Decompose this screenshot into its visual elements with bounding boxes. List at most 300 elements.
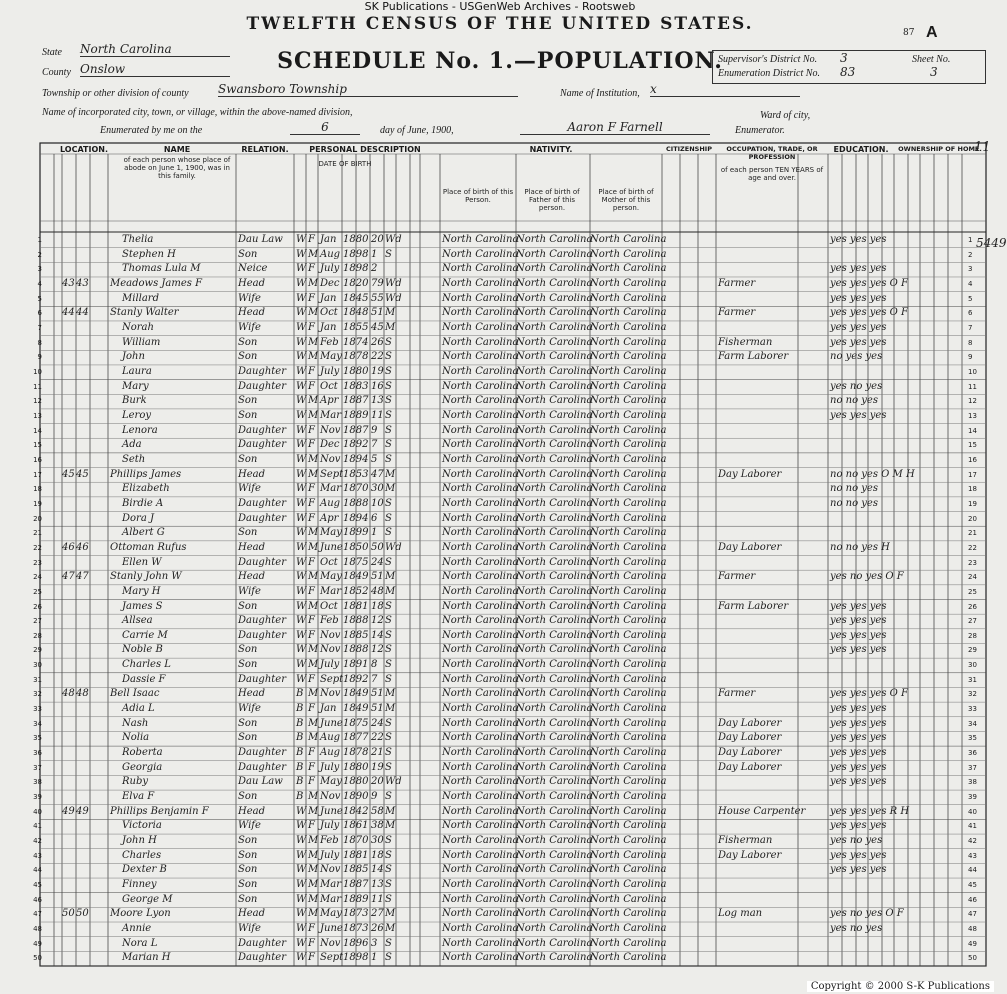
cell-bp: North Carolina (442, 571, 519, 583)
cell-sex: F (308, 321, 315, 333)
table-row (40, 498, 986, 510)
cell-mar: Wd (385, 292, 402, 304)
cell-fam: 47 (76, 571, 89, 583)
cell-mbp: North Carolina (590, 879, 667, 891)
cell-rel: Son (238, 351, 258, 363)
table-row (40, 762, 986, 774)
cell-name: Leroy (122, 409, 152, 421)
cell-mo: Feb (320, 336, 339, 348)
cell-mar: S (385, 556, 392, 568)
cell-age: 8 (371, 659, 378, 671)
cell-mar: Wd (385, 277, 402, 289)
cell-occ: Day Laborer (718, 717, 782, 729)
table-row (40, 791, 986, 803)
cell-sex: F (308, 439, 315, 451)
line-number: 25 (33, 587, 42, 596)
cell-mo: Nov (320, 424, 341, 436)
line-number: 14 (968, 426, 977, 435)
cell-sex: F (308, 820, 315, 832)
cell-dw: 45 (62, 468, 75, 480)
line-number: 3 (968, 265, 973, 274)
cell-mo: Feb (320, 835, 339, 847)
cell-sex: M (308, 351, 319, 363)
cell-age: 2 (371, 263, 378, 275)
line-number: 21 (33, 529, 42, 538)
cell-name: Meadows James F (110, 277, 203, 289)
cell-col: W (296, 307, 307, 319)
cell-name: Thomas Lula M (122, 263, 201, 275)
table-row (40, 908, 986, 920)
cell-rel: Wife (238, 703, 261, 715)
cell-yr: 1849 (343, 703, 369, 715)
cell-fbp: North Carolina (516, 321, 593, 333)
line-number: 2 (968, 250, 973, 259)
cell-bp: North Carolina (442, 307, 519, 319)
cell-occ: Farm Laborer (718, 600, 789, 612)
cell-mo: Aug (320, 248, 341, 260)
table-row (40, 337, 986, 349)
cell-age: 11 (371, 409, 384, 421)
line-number: 20 (968, 514, 977, 523)
cell-bp: North Carolina (442, 263, 519, 275)
cell-rel: Son (238, 527, 258, 539)
cell-mar: S (385, 659, 392, 671)
cell-occ: Farm Laborer (718, 351, 789, 363)
cell-fbp: North Carolina (516, 893, 593, 905)
line-number: 7 (968, 323, 973, 332)
line-number: 29 (33, 646, 42, 655)
line-number: 17 (968, 470, 977, 479)
cell-mar: M (385, 923, 396, 935)
cell-col: W (296, 527, 307, 539)
cell-col: W (296, 395, 307, 407)
cell-yr: 1853 (343, 468, 369, 480)
cell-fbp: North Carolina (516, 835, 593, 847)
line-number: 23 (33, 558, 42, 567)
cell-mo: Mar (320, 893, 341, 905)
cell-name: Charles L (122, 659, 171, 671)
cell-rel: Son (238, 644, 258, 656)
cell-fbp: North Carolina (516, 761, 593, 773)
cell-bp: North Carolina (442, 497, 519, 509)
cell-mar: M (385, 805, 396, 817)
cell-edu: no no yes (830, 395, 878, 407)
line-number: 3 (37, 265, 42, 274)
table-row (40, 952, 986, 964)
cell-rel: Wife (238, 483, 261, 495)
cell-yr: 1891 (343, 659, 369, 671)
cell-sex: F (308, 761, 315, 773)
cell-name: George M (122, 893, 173, 905)
cell-name: Bell Isaac (110, 688, 160, 700)
cell-rel: Neice (238, 263, 268, 275)
cell-mar: M (385, 908, 396, 920)
sheet-value: 3 (930, 65, 938, 79)
cell-bp: North Carolina (442, 864, 519, 876)
cell-mbp: North Carolina (590, 424, 667, 436)
cell-rel: Son (238, 849, 258, 861)
cell-mo: Aug (320, 497, 341, 509)
cell-name: Victoria (122, 820, 162, 832)
cell-col: W (296, 556, 307, 568)
table-row (40, 659, 986, 671)
line-number: 38 (968, 778, 977, 787)
cell-rel: Son (238, 600, 258, 612)
cell-col: B (296, 761, 304, 773)
cell-mo: Sept (320, 468, 344, 480)
cell-col: W (296, 659, 307, 671)
cell-fbp: North Carolina (516, 351, 593, 363)
cell-mbp: North Carolina (590, 277, 667, 289)
state-label: State (42, 47, 62, 58)
cell-age: 19 (371, 761, 384, 773)
cell-fbp: North Carolina (516, 659, 593, 671)
cell-fbp: North Carolina (516, 615, 593, 627)
cell-age: 6 (371, 512, 378, 524)
cell-yr: 1883 (343, 380, 369, 392)
cell-mar: S (385, 629, 392, 641)
cell-age: 7 (371, 439, 378, 451)
table-row (40, 703, 986, 715)
line-number: 26 (33, 602, 42, 611)
cell-mar: S (385, 717, 392, 729)
cell-mo: July (320, 849, 340, 861)
cell-name: Burk (122, 395, 147, 407)
cell-mar: S (385, 937, 392, 949)
cell-fbp: North Carolina (516, 952, 593, 964)
line-number: 32 (33, 690, 42, 699)
cell-fbp: North Carolina (516, 409, 593, 421)
cell-occ: Day Laborer (718, 541, 782, 553)
cell-name: Nolia (122, 732, 150, 744)
cell-fam: 49 (76, 805, 89, 817)
table-row (40, 469, 986, 481)
cell-age: 24 (371, 717, 384, 729)
cell-mo: Jan (320, 292, 337, 304)
cell-name: Charles (122, 849, 162, 861)
cell-rel: Wife (238, 585, 261, 597)
line-number: 34 (968, 719, 977, 728)
cell-name: Ada (122, 439, 142, 451)
line-number: 6 (968, 309, 973, 318)
cell-mo: Feb (320, 615, 339, 627)
cell-bp: North Carolina (442, 673, 519, 685)
cell-mbp: North Carolina (590, 791, 667, 803)
cell-mbp: North Carolina (590, 820, 667, 832)
line-number: 40 (968, 807, 977, 816)
cell-mo: Dec (320, 439, 340, 451)
cell-occ: Day Laborer (718, 747, 782, 759)
line-number: 50 (33, 954, 42, 963)
cell-name: Annie (122, 923, 152, 935)
line-number: 1 (968, 236, 973, 244)
cell-bp: North Carolina (442, 468, 519, 480)
cell-edu: yes yes yes (830, 629, 887, 641)
line-number: 10 (968, 367, 977, 376)
cell-rel: Daughter (238, 512, 286, 524)
cell-edu: no no yes (830, 497, 878, 509)
cell-mar: M (385, 820, 396, 832)
cell-mo: Apr (320, 512, 339, 524)
table-row (40, 410, 986, 422)
cell-sex: F (308, 512, 315, 524)
cell-bp: North Carolina (442, 849, 519, 861)
cell-name: Thelia (122, 234, 154, 245)
table-row (40, 425, 986, 437)
line-number: 9 (37, 353, 42, 362)
table-row (40, 630, 986, 642)
cell-edu: yes yes yes (830, 615, 887, 627)
cell-name: Stephen H (122, 248, 176, 260)
cell-age: 45 (371, 321, 384, 333)
cell-edu: yes yes yes (830, 292, 887, 304)
cell-edu: yes yes yes O F (830, 307, 908, 319)
cell-col: W (296, 937, 307, 949)
census-title: TWELFTH CENSUS OF THE UNITED STATES. (246, 14, 754, 34)
cell-sex: M (308, 688, 319, 700)
cell-rel: Daughter (238, 380, 286, 392)
cell-sex: F (308, 776, 315, 788)
line-number: 36 (33, 749, 42, 758)
line-number: 6 (37, 309, 42, 318)
cell-sex: F (308, 629, 315, 641)
cell-fbp: North Carolina (516, 629, 593, 641)
cell-age: 24 (371, 556, 384, 568)
line-number: 44 (33, 866, 42, 875)
cell-bp: North Carolina (442, 292, 519, 304)
cell-name: Phillips James (110, 468, 182, 480)
cell-edu: yes no yes (830, 835, 883, 847)
cell-mo: Sept (320, 673, 344, 685)
cell-rel: Daughter (238, 761, 286, 773)
cell-sex: M (308, 835, 319, 847)
line-number: 24 (33, 573, 42, 582)
cell-edu: yes yes yes O F (830, 277, 908, 289)
cell-dw: 49 (62, 805, 75, 817)
cell-yr: 1887 (343, 879, 369, 891)
line-number: 4 (37, 279, 42, 288)
cell-age: 14 (371, 629, 384, 641)
line-number: 7 (37, 323, 42, 332)
cell-name: Stanly John W (110, 571, 182, 583)
header-nativity-mother: Place of birth of Mother of this person. (598, 188, 654, 212)
line-number: 21 (968, 529, 977, 538)
cell-col: B (296, 688, 304, 700)
line-number: 11 (968, 382, 977, 391)
cell-mo: July (320, 761, 340, 773)
cell-col: W (296, 380, 307, 392)
cell-fbp: North Carolina (516, 512, 593, 524)
line-number: 27 (33, 617, 42, 626)
cell-dw: 47 (62, 571, 75, 583)
cell-sex: M (308, 849, 319, 861)
cell-name: Mary H (122, 585, 161, 597)
cell-bp: North Carolina (442, 380, 519, 392)
cell-col: B (296, 717, 304, 729)
line-number: 4 (968, 279, 973, 288)
cell-rel: Wife (238, 292, 261, 304)
line-number: 19 (968, 499, 977, 508)
table-row (40, 366, 986, 378)
cell-sex: M (308, 336, 319, 348)
line-number: 8 (968, 338, 973, 347)
line-number: 18 (968, 485, 977, 494)
cell-sex: F (308, 556, 315, 568)
cell-rel: Son (238, 409, 258, 421)
line-number: 8 (37, 338, 42, 347)
cell-sex: M (308, 600, 319, 612)
line-number: 41 (33, 822, 42, 831)
cell-rel: Son (238, 732, 258, 744)
line-number: 27 (968, 617, 977, 626)
cell-fbp: North Carolina (516, 849, 593, 861)
header-nativity-father: Place of birth of Father of this person. (524, 188, 580, 212)
table-row (40, 263, 986, 275)
cell-col: B (296, 732, 304, 744)
enumeration-district-value: 83 (840, 65, 856, 79)
cell-bp: North Carolina (442, 277, 519, 289)
cell-bp: North Carolina (442, 321, 519, 333)
header-relation: RELATION. (241, 145, 289, 154)
cell-mo: Nov (320, 937, 341, 949)
table-row (40, 278, 986, 290)
line-number: 20 (33, 514, 42, 523)
cell-dw: 50 (62, 908, 75, 920)
line-number: 33 (33, 705, 42, 714)
cell-name: James S (122, 600, 163, 612)
cell-bp: North Carolina (442, 776, 519, 788)
cell-mar: M (385, 307, 396, 319)
cell-rel: Head (238, 541, 266, 553)
table-row (40, 293, 986, 305)
cell-yr: 1849 (343, 571, 369, 583)
line-number: 41 (968, 822, 977, 831)
cell-age: 1 (371, 248, 378, 260)
page-number: 87 (903, 28, 915, 38)
cell-mbp: North Carolina (590, 659, 667, 671)
cell-fbp: North Carolina (516, 439, 593, 451)
cell-mo: Apr (320, 395, 339, 407)
cell-fbp: North Carolina (516, 292, 593, 304)
cell-sex: M (308, 659, 319, 671)
cell-sex: F (308, 424, 315, 436)
line-number: 37 (968, 763, 977, 772)
cell-sex: F (308, 703, 315, 715)
cell-mar: S (385, 615, 392, 627)
cell-mbp: North Carolina (590, 439, 667, 451)
cell-col: W (296, 600, 307, 612)
cell-bp: North Carolina (442, 893, 519, 905)
cell-bp: North Carolina (442, 439, 519, 451)
line-number: 28 (33, 631, 42, 640)
cell-mar: S (385, 395, 392, 407)
cell-mar: S (385, 248, 392, 260)
cell-bp: North Carolina (442, 717, 519, 729)
enumeration-day: 6 (290, 120, 360, 135)
sheet-label: Sheet No. (912, 54, 951, 65)
cell-rel: Head (238, 908, 266, 920)
cell-rel: Head (238, 805, 266, 817)
cell-mar: S (385, 380, 392, 392)
table-row (40, 322, 986, 334)
line-number: 32 (968, 690, 977, 699)
line-number: 42 (33, 837, 42, 846)
cell-mo: Nov (320, 791, 341, 803)
cell-name: Marian H (122, 952, 171, 964)
cell-mo: May (320, 571, 342, 583)
cell-sex: M (308, 307, 319, 319)
cell-edu: no no yes (830, 483, 878, 495)
cell-sex: F (308, 673, 315, 685)
cell-mar: M (385, 571, 396, 583)
cell-fam: 46 (76, 541, 89, 553)
cell-fbp: North Carolina (516, 585, 593, 597)
archive-stamp: 5449 (976, 236, 1007, 250)
supervisor-label: Supervisor's District No. (718, 54, 818, 65)
cell-mo: Nov (320, 644, 341, 656)
line-number: 9 (968, 353, 973, 362)
cell-mar: Wd (385, 776, 402, 788)
institution-value: x (650, 82, 800, 97)
cell-col: W (296, 805, 307, 817)
cell-yr: 1880 (343, 234, 369, 245)
cell-mbp: North Carolina (590, 629, 667, 641)
cell-bp: North Carolina (442, 556, 519, 568)
cell-bp: North Carolina (442, 688, 519, 700)
cell-rel: Daughter (238, 673, 286, 685)
cell-rel: Head (238, 688, 266, 700)
cell-mar: S (385, 600, 392, 612)
cell-mbp: North Carolina (590, 849, 667, 861)
line-number: 44 (968, 866, 977, 875)
cell-col: W (296, 453, 307, 465)
state-value: North Carolina (80, 42, 230, 57)
table-row (40, 351, 986, 363)
cell-yr: 1861 (343, 820, 369, 832)
cell-fbp: North Carolina (516, 541, 593, 553)
line-number: 45 (968, 881, 977, 890)
cell-age: 51 (371, 307, 384, 319)
cell-bp: North Carolina (442, 805, 519, 817)
cell-mbp: North Carolina (590, 541, 667, 553)
cell-sex: M (308, 541, 319, 553)
cell-age: 20 (371, 234, 384, 245)
cell-bp: North Carolina (442, 351, 519, 363)
cell-col: W (296, 497, 307, 509)
cell-sex: M (308, 644, 319, 656)
table-row (40, 439, 986, 451)
header-location: LOCATION. (59, 145, 109, 154)
cell-col: W (296, 879, 307, 891)
table-row (40, 879, 986, 891)
line-number: 45 (33, 881, 42, 890)
cell-bp: North Carolina (442, 629, 519, 641)
cell-yr: 1875 (343, 556, 369, 568)
cell-mo: June (320, 717, 343, 729)
line-number: 37 (33, 763, 42, 772)
copyright-footer: Copyright © 2000 S-K Publications (807, 981, 994, 992)
cell-mo: Jan (320, 321, 337, 333)
cell-bp: North Carolina (442, 483, 519, 495)
cell-sex: F (308, 263, 315, 275)
cell-fbp: North Carolina (516, 703, 593, 715)
cell-rel: Son (238, 717, 258, 729)
cell-fbp: North Carolina (516, 234, 593, 245)
cell-mo: June (320, 805, 343, 817)
cell-yr: 1887 (343, 424, 369, 436)
cell-rel: Head (238, 468, 266, 480)
cell-mo: July (320, 263, 340, 275)
